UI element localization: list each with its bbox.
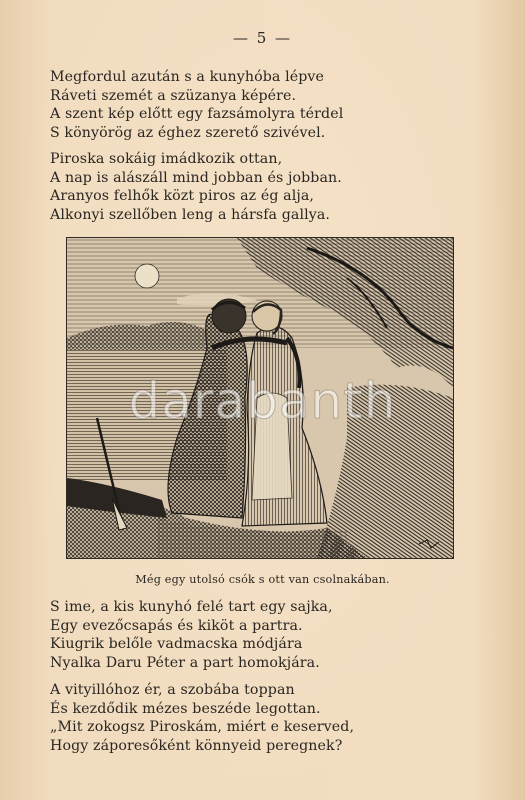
verse-line: Alkonyi szellőben leng a hársfa gallya. xyxy=(50,206,331,223)
verse-line: Kiugrik belőle vadmacska módjára xyxy=(50,636,303,653)
verse-line: Egy evezőcsapás és kiköt a partra. xyxy=(50,617,303,634)
verse-line: És kezdődik mézes beszéde legottan. xyxy=(50,700,321,717)
verse-line: „Mit zokogsz Piroskám, miért e keserved, xyxy=(50,719,355,736)
stanza-2 xyxy=(50,150,490,224)
stanza-1 xyxy=(50,68,490,142)
page-number: — 5 — xyxy=(232,29,293,47)
engraving-illustration xyxy=(66,237,454,559)
engraving-drawing xyxy=(67,238,453,558)
verse-line: A vityillóhoz ér, a szobába toppan xyxy=(50,682,295,698)
illustration-caption: Még egy utolsó csók s ott van csolnakában. xyxy=(135,573,390,586)
verse-line: Hogy záporesőként könnyeid peregnek? xyxy=(50,737,343,754)
verse-line: S ime, a kis kunyhó felé tart egy sajka, xyxy=(50,599,333,615)
verse-line: A szent kép előtt egy fazsámolyra térdel xyxy=(50,106,344,123)
verse-line: Aranyos felhők közt piros az ég alja, xyxy=(50,188,314,205)
verse-line: A nap is alászáll mind jobban és jobban. xyxy=(50,169,342,186)
verse-line: Nyalka Daru Péter a part homokjára. xyxy=(50,654,320,671)
verse-line: Piroska sokáig imádkozik ottan, xyxy=(50,151,283,167)
verse-line: Megfordul azután s a kunyhóba lépve xyxy=(50,69,325,85)
verse-line: Ráveti szemét a szüzanya képére. xyxy=(50,87,297,104)
watermark-text: darabanth xyxy=(128,372,397,430)
verse-line: S könyörög az éghez szerető szivével. xyxy=(50,124,326,141)
stanza-3 xyxy=(50,598,490,672)
stanza-4 xyxy=(50,681,490,755)
